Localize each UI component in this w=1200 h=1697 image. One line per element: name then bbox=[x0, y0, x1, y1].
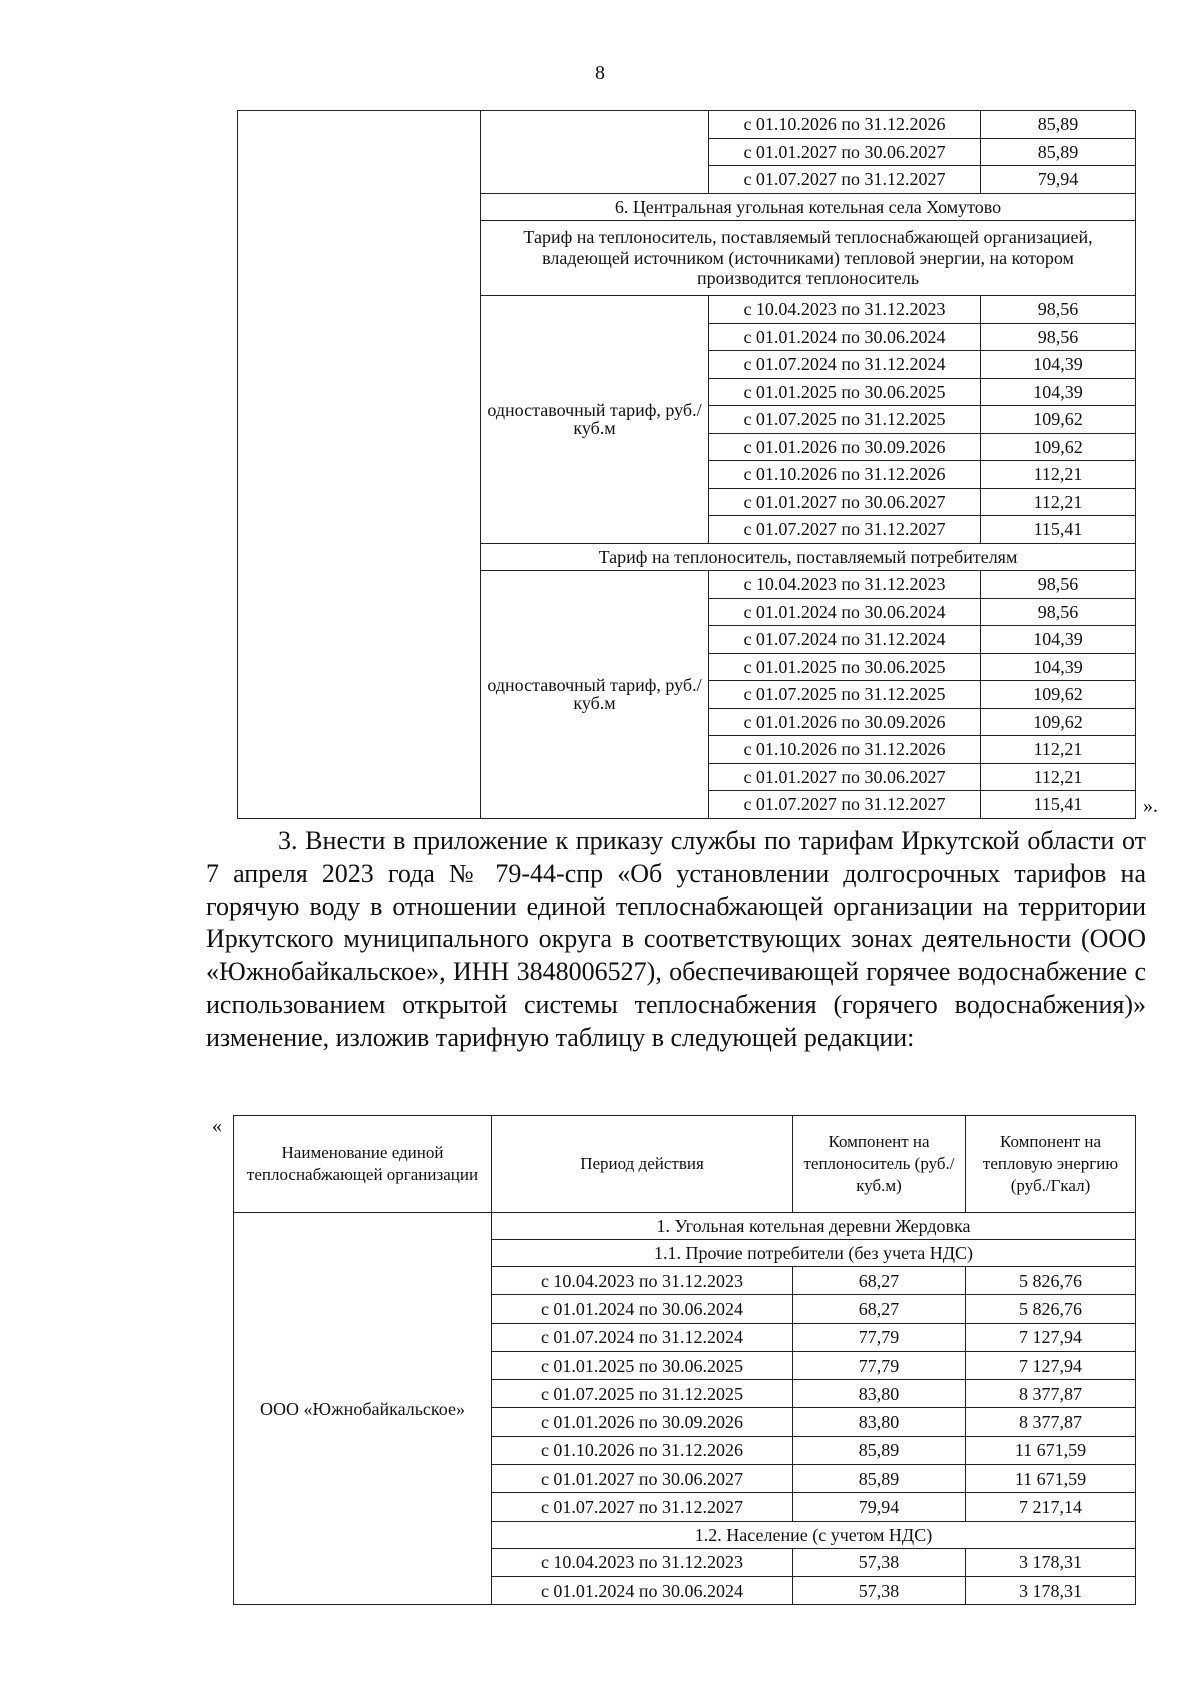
period-cell: с 01.01.2025 по 30.06.2025 bbox=[709, 378, 981, 406]
energy-cell: 5 826,76 bbox=[966, 1267, 1136, 1295]
carrier-cell: 77,79 bbox=[793, 1351, 966, 1379]
period-cell: с 01.01.2024 по 30.06.2024 bbox=[492, 1295, 793, 1323]
carrier-cell: 79,94 bbox=[793, 1493, 966, 1521]
header-period: Период действия bbox=[492, 1116, 793, 1213]
period-cell: с 01.01.2026 по 30.09.2026 bbox=[492, 1408, 793, 1436]
value-cell: 104,39 bbox=[981, 378, 1136, 406]
value-cell: 115,41 bbox=[981, 791, 1136, 819]
value-cell: 98,56 bbox=[981, 571, 1136, 599]
tariff-table-continued bbox=[237, 110, 1136, 819]
energy-cell: 7 127,94 bbox=[966, 1351, 1136, 1379]
period-cell: с 10.04.2023 по 31.12.2023 bbox=[709, 296, 981, 324]
value-cell: 98,56 bbox=[981, 296, 1136, 324]
page-number: 8 bbox=[595, 62, 605, 84]
value-cell: 112,21 bbox=[981, 763, 1136, 791]
carrier-cell: 77,79 bbox=[793, 1323, 966, 1351]
empty-type-cell bbox=[481, 111, 709, 194]
carrier-cell: 68,27 bbox=[793, 1295, 966, 1323]
period-cell: с 10.04.2023 по 31.12.2023 bbox=[492, 1267, 793, 1295]
value-cell: 104,39 bbox=[981, 653, 1136, 681]
body-paragraph bbox=[206, 825, 1146, 1055]
header-row bbox=[234, 1116, 1136, 1213]
value-cell: 85,89 bbox=[981, 138, 1136, 166]
value-cell: 98,56 bbox=[981, 323, 1136, 351]
energy-cell: 8 377,87 bbox=[966, 1380, 1136, 1408]
period-cell: с 01.01.2024 по 30.06.2024 bbox=[492, 1576, 793, 1604]
period-cell: с 01.01.2027 по 30.06.2027 bbox=[709, 763, 981, 791]
energy-cell: 7 127,94 bbox=[966, 1323, 1136, 1351]
period-cell: с 01.10.2026 по 31.12.2026 bbox=[709, 736, 981, 764]
value-cell: 112,21 bbox=[981, 736, 1136, 764]
period-cell: с 01.10.2026 по 31.12.2026 bbox=[709, 111, 981, 139]
energy-cell: 7 217,14 bbox=[966, 1493, 1136, 1521]
carrier-cell: 85,89 bbox=[793, 1465, 966, 1493]
period-cell: с 01.01.2026 по 30.09.2026 bbox=[709, 433, 981, 461]
section-title: 6. Центральная угольная котельная села Хомутово bbox=[481, 193, 1136, 221]
paragraph-text: 3. Внести в приложение к приказу службы по тарифам Иркутской области от 7 апреля 2023 года № 79-44-спр «Об установлении долгосрочных тарифов на горячую воду в отношении единой теплоснабжающей организации на территории Иркутского муниципального округа в соответствующих зонах деятельности (ООО «Южнобайкальское», ИНН 3848006527), обеспечивающей горячее водоснабжение с использованием открытой системы теплоснабжения (горячего водоснабжения)» изменение, изложив тарифную таблицу в следующей редакции: bbox=[206, 826, 1146, 1052]
period-cell: с 01.01.2024 по 30.06.2024 bbox=[709, 323, 981, 351]
period-cell: с 01.01.2027 по 30.06.2027 bbox=[492, 1465, 793, 1493]
period-cell: с 01.07.2024 по 31.12.2024 bbox=[709, 626, 981, 654]
value-cell: 115,41 bbox=[981, 516, 1136, 544]
section-title: 1. Угольная котельная деревни Жердовка bbox=[492, 1213, 1136, 1240]
period-cell: с 01.01.2025 по 30.06.2025 bbox=[709, 653, 981, 681]
value-cell: 79,94 bbox=[981, 166, 1136, 194]
period-cell: с 01.01.2027 по 30.06.2027 bbox=[709, 488, 981, 516]
value-cell: 104,39 bbox=[981, 626, 1136, 654]
carrier-cell: 83,80 bbox=[793, 1408, 966, 1436]
period-cell: с 01.07.2025 по 31.12.2025 bbox=[709, 681, 981, 709]
energy-cell: 11 671,59 bbox=[966, 1465, 1136, 1493]
table-row bbox=[238, 111, 1136, 139]
energy-cell: 8 377,87 bbox=[966, 1408, 1136, 1436]
value-cell: 112,21 bbox=[981, 488, 1136, 516]
section-row bbox=[234, 1213, 1136, 1240]
opening-quote-mark: « bbox=[212, 1115, 222, 1137]
subsection-title: 1.2. Население (с учетом НДС) bbox=[492, 1521, 1136, 1548]
period-cell: с 01.07.2024 по 31.12.2024 bbox=[709, 351, 981, 379]
subsection-title: 1.1. Прочие потребители (без учета НДС) bbox=[492, 1240, 1136, 1267]
energy-cell: 11 671,59 bbox=[966, 1436, 1136, 1464]
period-cell: с 01.07.2027 по 31.12.2027 bbox=[709, 516, 981, 544]
period-cell: с 01.07.2024 по 31.12.2024 bbox=[492, 1323, 793, 1351]
period-cell: с 01.07.2027 по 31.12.2027 bbox=[492, 1493, 793, 1521]
period-cell: с 01.10.2026 по 31.12.2026 bbox=[492, 1436, 793, 1464]
energy-cell: 3 178,31 bbox=[966, 1576, 1136, 1604]
carrier-cell: 57,38 bbox=[793, 1576, 966, 1604]
tariff-table-new bbox=[233, 1115, 1136, 1605]
period-cell: с 01.07.2025 по 31.12.2025 bbox=[492, 1380, 793, 1408]
closing-quote-mark: ». bbox=[1143, 795, 1158, 817]
value-cell: 109,62 bbox=[981, 681, 1136, 709]
energy-cell: 3 178,31 bbox=[966, 1548, 1136, 1576]
period-cell: с 01.01.2025 по 30.06.2025 bbox=[492, 1351, 793, 1379]
block1-header: Тариф на теплоноситель, поставляемый теплоснабжающей организацией, владеющей источником (источниками) тепловой энергии, на котором производится теплоноситель bbox=[481, 221, 1136, 296]
value-cell: 109,62 bbox=[981, 708, 1136, 736]
period-cell: с 01.01.2027 по 30.06.2027 bbox=[709, 138, 981, 166]
period-cell: с 01.01.2024 по 30.06.2024 bbox=[709, 598, 981, 626]
header-org: Наименование единой теплоснабжающей организации bbox=[234, 1116, 492, 1213]
block2-header: Тариф на теплоноситель, поставляемый потребителям bbox=[481, 543, 1136, 571]
energy-cell: 5 826,76 bbox=[966, 1295, 1136, 1323]
value-cell: 98,56 bbox=[981, 598, 1136, 626]
value-cell: 104,39 bbox=[981, 351, 1136, 379]
period-cell: с 10.04.2023 по 31.12.2023 bbox=[492, 1548, 793, 1576]
empty-org-cell bbox=[238, 111, 481, 819]
tariff-type-label: одноставочный тариф, руб./куб.м bbox=[481, 296, 709, 544]
carrier-cell: 83,80 bbox=[793, 1380, 966, 1408]
period-cell: с 01.07.2027 по 31.12.2027 bbox=[709, 791, 981, 819]
period-cell: с 01.10.2026 по 31.12.2026 bbox=[709, 461, 981, 489]
value-cell: 109,62 bbox=[981, 406, 1136, 434]
period-cell: с 01.07.2025 по 31.12.2025 bbox=[709, 406, 981, 434]
header-carrier: Компонент на теплоноситель (руб./куб.м) bbox=[793, 1116, 966, 1213]
carrier-cell: 57,38 bbox=[793, 1548, 966, 1576]
value-cell: 85,89 bbox=[981, 111, 1136, 139]
tariff-type-label: одноставочный тариф, руб./куб.м bbox=[481, 571, 709, 819]
value-cell: 112,21 bbox=[981, 461, 1136, 489]
carrier-cell: 68,27 bbox=[793, 1267, 966, 1295]
org-name-cell: ООО «Южнобайкальское» bbox=[234, 1213, 492, 1605]
header-energy: Компонент на тепловую энергию (руб./Гкал) bbox=[966, 1116, 1136, 1213]
period-cell: с 01.07.2027 по 31.12.2027 bbox=[709, 166, 981, 194]
period-cell: с 10.04.2023 по 31.12.2023 bbox=[709, 571, 981, 599]
period-cell: с 01.01.2026 по 30.09.2026 bbox=[709, 708, 981, 736]
carrier-cell: 85,89 bbox=[793, 1436, 966, 1464]
value-cell: 109,62 bbox=[981, 433, 1136, 461]
